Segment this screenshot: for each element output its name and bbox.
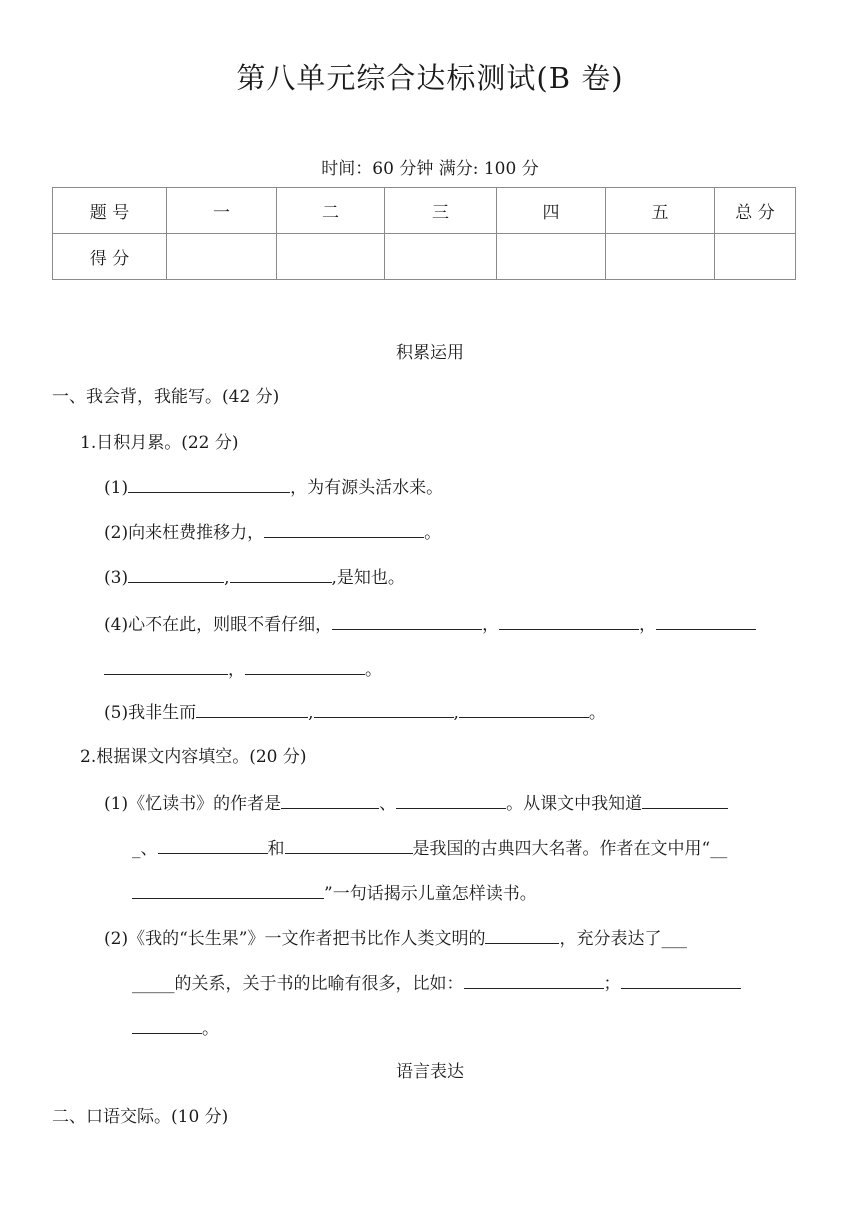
answer-blank[interactable] (264, 519, 424, 538)
score-table-header-row (53, 188, 796, 234)
item-text: 、 (379, 794, 397, 814)
answer-blank[interactable] (459, 699, 589, 718)
item-text: , (224, 568, 230, 588)
item-2-1-continued-2 (132, 879, 537, 904)
score-cell[interactable] (606, 234, 715, 280)
item-text: 是我国的古典四大名著。作者在文中用“__ (412, 839, 728, 859)
item-text: (1) (104, 478, 129, 498)
item-text: (2)向来枉费推移力， (104, 523, 265, 543)
answer-blank[interactable] (656, 611, 756, 630)
answer-blank[interactable] (281, 790, 379, 809)
item-2-2-continued (132, 969, 741, 994)
header-cell: 二 (277, 188, 385, 234)
item-text: ”一句话揭示儿童怎样读书。 (324, 884, 537, 904)
score-table (52, 187, 796, 280)
item-text: , (308, 703, 314, 723)
item-3 (104, 563, 405, 588)
answer-blank[interactable] (196, 699, 308, 718)
score-cell[interactable] (277, 234, 385, 280)
score-cell[interactable] (497, 234, 606, 280)
answer-blank[interactable] (642, 790, 728, 809)
answer-blank[interactable] (104, 656, 228, 675)
exam-info: 时间：60 分钟 满分: 100 分 (321, 159, 539, 179)
header-cell: 五 (606, 188, 715, 234)
item-text: 。 (588, 703, 606, 723)
answer-blank[interactable] (396, 790, 506, 809)
item-2-1-continued (132, 834, 727, 859)
answer-blank[interactable] (230, 564, 332, 583)
score-cell[interactable] (385, 234, 497, 280)
answer-blank[interactable] (128, 564, 224, 583)
score-table-score-row (53, 234, 796, 280)
answer-blank[interactable] (621, 970, 741, 989)
item-text: 。 (424, 523, 442, 543)
item-4-continued (104, 655, 382, 680)
item-text: ， (482, 615, 500, 635)
item-text: 。 (202, 1019, 219, 1039)
answer-blank[interactable] (499, 611, 639, 630)
item-text: ，为有源头活水来。 (290, 478, 444, 498)
item-2-2-continued-2 (132, 1014, 219, 1039)
item-text: 。从课文中我知道 (506, 794, 643, 814)
header-cell: 总 分 (715, 188, 796, 234)
answer-blank[interactable] (132, 880, 324, 899)
header-cell: 题 号 (53, 188, 167, 234)
answer-blank[interactable] (158, 835, 268, 854)
header-cell: 一 (167, 188, 277, 234)
item-text: ， (228, 660, 245, 680)
item-text: 和 (267, 839, 285, 859)
answer-blank[interactable] (464, 970, 604, 989)
item-text: (3) (104, 568, 129, 588)
item-2-1 (104, 789, 728, 814)
answer-blank[interactable] (128, 474, 290, 493)
item-5 (104, 698, 606, 723)
score-cell[interactable] (167, 234, 277, 280)
item-text: ； (603, 974, 621, 994)
question-title: 一、我会背，我能写。(42 分) (52, 387, 280, 407)
item-4 (104, 610, 756, 635)
item-text: ,是知也。 (331, 568, 405, 588)
item-text: ，充分表达了___ (559, 929, 687, 949)
item-text: (1)《忆读书》的作者是 (104, 794, 282, 814)
item-text: 。 (365, 660, 382, 680)
answer-blank[interactable] (332, 611, 482, 630)
section-heading: 积累运用 (396, 343, 464, 363)
answer-blank[interactable] (245, 656, 365, 675)
header-cell: 三 (385, 188, 497, 234)
answer-blank[interactable] (314, 699, 454, 718)
item-1 (104, 473, 443, 498)
row-label: 得 分 (53, 234, 167, 280)
answer-blank[interactable] (485, 925, 559, 944)
item-text: (4)心不在此，则眼不看仔细， (104, 615, 333, 635)
item-text: ， (639, 615, 657, 635)
header-cell: 四 (497, 188, 606, 234)
answer-blank[interactable] (132, 1015, 202, 1034)
item-text: _、 (132, 839, 158, 859)
score-cell[interactable] (715, 234, 796, 280)
item-2-2 (104, 924, 687, 949)
subquestion-title: 1.日积月累。(22 分) (80, 433, 239, 453)
answer-blank[interactable] (285, 835, 413, 854)
question-title: 二、口语交际。(10 分) (52, 1107, 229, 1127)
page-title: 第八单元综合达标测试(B 卷) (236, 61, 624, 95)
item-text: (5)我非生而 (104, 703, 197, 723)
item-text: _____的关系，关于书的比喻有很多，比如： (132, 974, 464, 994)
item-2 (104, 518, 441, 543)
item-text: , (453, 703, 459, 723)
item-text: (2)《我的“长生果”》一文作者把书比作人类文明的 (104, 929, 486, 949)
section-heading: 语言表达 (396, 1062, 464, 1082)
subquestion-title: 2.根据课文内容填空。(20 分) (80, 747, 307, 767)
